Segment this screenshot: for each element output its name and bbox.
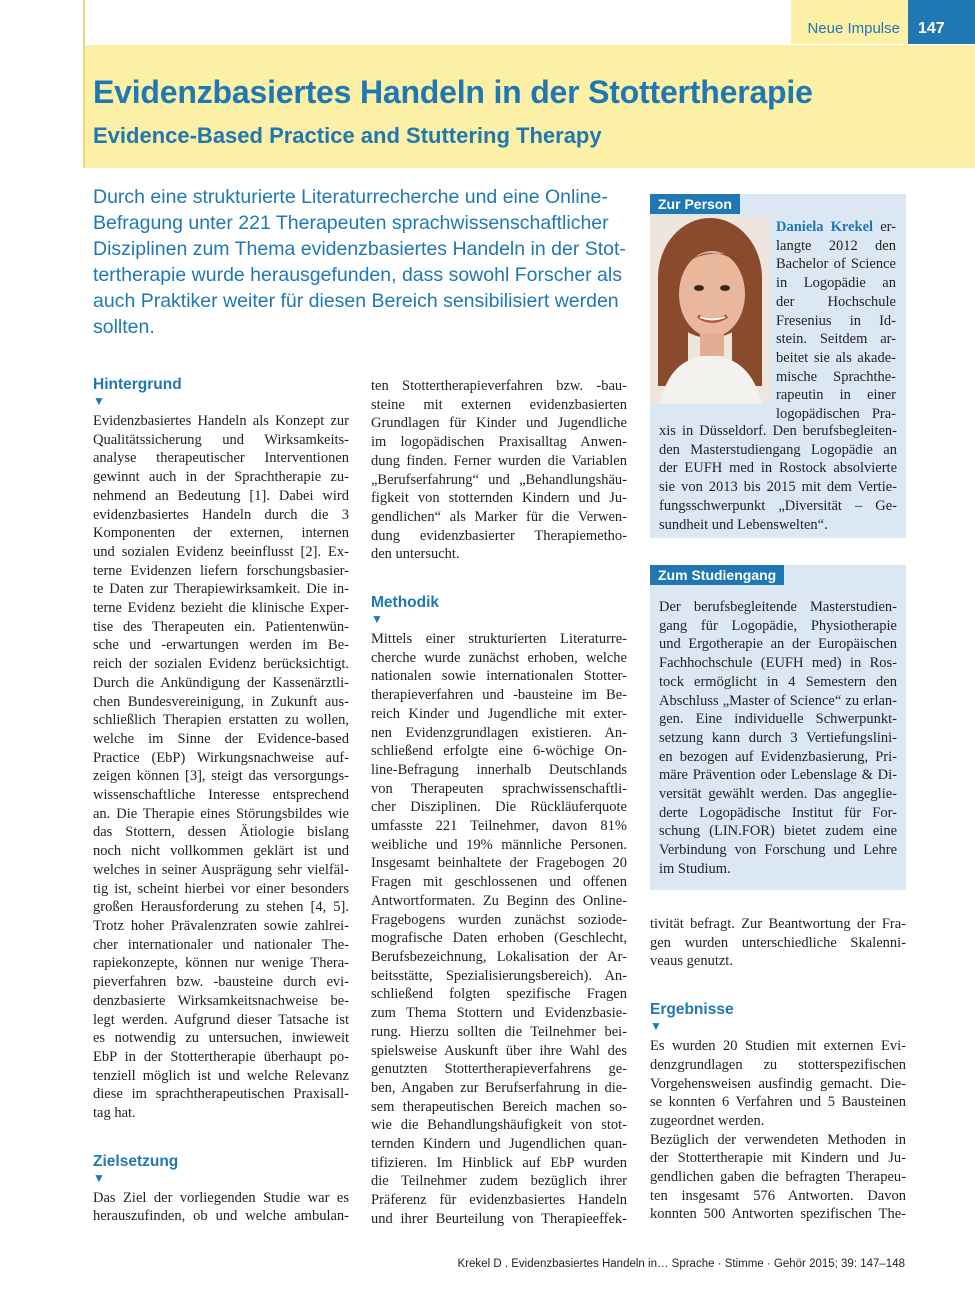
- author-photo: [650, 216, 770, 404]
- zur-person-text-bottom: [659, 422, 897, 534]
- text-line: beitet sie als akade-: [776, 349, 896, 366]
- text-line: cherche wurde zunächst erhoben, welche: [371, 649, 627, 666]
- text-line: se konnten 6 Verfahren und 5 Bausteinen: [650, 1094, 906, 1111]
- text-line: schließlich Therapien erstatten zu wollen,: [93, 712, 349, 729]
- text-line: es notwendig zu untersuchen, inwieweit: [93, 1030, 349, 1047]
- text-line: konnten 500 Antworten spezifischen The-: [650, 1206, 906, 1223]
- text-line: versität gewählt werden. Das angeglie-: [659, 786, 897, 803]
- text-line: pieverfahren bzw. -bausteine durch evi-: [93, 974, 349, 991]
- abstract-line: auch Praktiker weiter für diesen Bereich sensibilisiert werden: [93, 290, 619, 312]
- text-line: terne Evidenzen liefern forschungsbasier-: [93, 562, 349, 579]
- text-line: zugeordnet werden.: [650, 1112, 765, 1129]
- text-line: umfasste 221 Teilnehmer, davon 81%: [371, 818, 627, 835]
- heading-methodik: Methodik: [371, 594, 440, 612]
- text-line: denzbasierte Wirksamkeitsnachweise be-: [93, 992, 349, 1009]
- author-name: Daniela Krekel: [776, 219, 874, 235]
- zum-studiengang-tag: Zum Studiengang: [650, 565, 784, 585]
- text-line: sem therapeutischen Bereich machen so-: [371, 1098, 627, 1115]
- text-line: reich der sozialen Evidenz berücksichtigt.: [93, 656, 349, 673]
- zielsetzung-text-continued: [371, 377, 627, 564]
- text-line: schließend folgten spezifische Fragen: [371, 986, 627, 1003]
- text-line: Antwortformaten. Zu Beginn des Online-: [371, 892, 627, 909]
- text-line: tise des Therapeuten ein. Patientenwün-: [93, 618, 349, 635]
- portrait-image: [650, 216, 770, 404]
- text-line: Es wurden 20 Studien mit externen Evi-: [650, 1038, 906, 1055]
- section-marker-icon: ▼: [93, 1170, 105, 1185]
- abstract-line: Befragung unter 221 Therapeuten sprachwissenschaftlicher: [93, 212, 609, 234]
- text-line: großen Herausforderung zu stehen [4, 5].: [93, 899, 349, 916]
- zur-person-box: [650, 194, 906, 538]
- text-line: märe Prävention oder Lebenslage & Di-: [659, 767, 897, 784]
- text-line: gen. Eine individuelle Schwerpunkt-: [659, 711, 897, 728]
- text-line: weibliche und 19% männliche Personen.: [371, 836, 627, 853]
- text-line: therapieverfahren und -bausteine im Be-: [371, 687, 627, 704]
- section-marker-icon: ▼: [371, 612, 383, 627]
- text-line: gendlichen“ als Marker für die Verwen-: [371, 508, 627, 525]
- section-label: Neue Impulse: [791, 0, 908, 44]
- methodik-text-continued: [650, 915, 906, 971]
- text-line: Abschluss „Master of Science“ zu erlan-: [659, 692, 897, 709]
- zielsetzung-text: [93, 1189, 349, 1226]
- text-line: cher internationaler und nationaler The-: [93, 936, 349, 953]
- zur-person-tag: Zur Person: [650, 194, 740, 214]
- text-line: und ihrer Beurteilung von Therapieeffek-: [371, 1210, 627, 1227]
- text-line: legt werden. Aufgrund dieser Tatsache ist: [93, 1011, 349, 1028]
- text-line: schließend erfolgte eine 6-wöchige On-: [371, 743, 627, 760]
- text-line: terne Evidenz bezieht die klinische Exper-: [93, 600, 349, 617]
- column-1: [93, 376, 349, 1226]
- text-line: nationalen sowie internationalen Stotter-: [371, 668, 627, 685]
- text-line: en bezogen auf Evidenzbasierung, Pri-: [659, 748, 897, 765]
- text-line: herauszufinden, ob und welche ambulan-: [93, 1208, 349, 1225]
- text-line: Evidenzbasiertes Handeln als Konzept zur: [93, 413, 349, 429]
- text-line: Trotz hoher Prävalenzraten sowie zahlrei-: [93, 917, 349, 934]
- text-line: stein. Seitdem ar-: [776, 331, 896, 348]
- text-line: Vorgehensweisen ausfindig gemacht. Die-: [650, 1075, 906, 1092]
- text-line: Verbindung von Forschung und Lehre: [659, 842, 897, 859]
- text-line: sche und -erwartungen werden im Be-: [93, 637, 349, 654]
- text-line: die Teilnehmer zudem bezüglich ihrer: [371, 1173, 627, 1190]
- text-line: Insgesamt beinhaltete der Fragebogen 20: [371, 855, 627, 872]
- text-line: und Ergotherapie an der Europäischen: [659, 636, 897, 653]
- text-line: Fresenius in Id-: [776, 312, 896, 329]
- text-line: denzgrundlagen zu stotterspezifischen: [650, 1056, 906, 1073]
- text-line: sundheit und Lebenswelten“.: [659, 516, 828, 533]
- text-line: chen Bundesvereinigung, in Zukunft aus-: [93, 693, 349, 710]
- text-line: der Hochschule: [776, 293, 896, 310]
- text-line: Präferenz für evidenzbasiertes Handeln: [371, 1192, 627, 1209]
- text-line: veaus genutzt.: [650, 953, 733, 970]
- text-line: gen wurden unterschiedliche Skalenni-: [650, 934, 906, 951]
- text-line: noch nicht vollkommen geklärt ist und: [93, 843, 349, 860]
- text-line: tenziell möglich ist und welche Relevanz: [93, 1067, 349, 1084]
- text-line: tifizieren. Im Hinblick auf EbP wurden: [371, 1154, 627, 1171]
- text-line: an. Die Therapie eines Störungsbildes wie: [93, 805, 349, 822]
- abstract-line: Durch eine strukturierte Literaturrecherche und eine Online-: [93, 186, 608, 208]
- text-line: schung (LIN.FOR) bietet zudem eine: [659, 823, 897, 840]
- text-line: und sozialen Evidenz beeinflusst [2]. Ex-: [93, 543, 349, 560]
- text-line: beitsstätte, Spezialisierungsbereich). An-: [371, 967, 627, 984]
- text-line: mische Sprachthe-: [776, 368, 896, 385]
- text-line: Fachhochschule (EUFH med) in Ros-: [659, 655, 897, 672]
- text-line: wissenschaftliche Interesse entsprechend: [93, 787, 349, 804]
- text-line: gang für Logopädie, Physiotherapie: [659, 617, 897, 634]
- text-line: welche im Sinne der Evidence-based: [93, 730, 349, 747]
- text-line: diese im sprachtherapeutischen Praxisall-: [93, 1086, 349, 1103]
- text-line: im logopädischen Praxisalltag Anwen-: [371, 434, 627, 451]
- text-line: EbP in der Stottertherapie überhaupt po-: [93, 1048, 349, 1065]
- text-line: Fragebogens wurden zunächst soziode-: [371, 911, 627, 928]
- text-line: zeigen können [3], steigt das versorgungs-: [93, 768, 349, 785]
- footer-citation: Krekel D . Evidenzbasiertes Handeln in… Sprache · Stimme · Gehör 2015; 39: 147–148: [457, 1258, 905, 1270]
- text-line: Fragen mit geschlossenen und offenen: [371, 874, 627, 891]
- text-line: welches in seiner Ausprägung sehr vielfäl-: [93, 861, 349, 878]
- text-line: von Therapeuten sprachwissenschaftli-: [371, 780, 627, 797]
- text-line: ben, Angaben zur Berufserfahrung in die-: [371, 1079, 627, 1096]
- zum-studiengang-text: [659, 598, 897, 879]
- abstract-line: tertherapie wurde herausgefunden, dass sowohl Forscher als: [93, 264, 622, 286]
- text-line: Bezüglich der verwendeten Methoden in: [650, 1131, 906, 1148]
- methodik-text: [371, 630, 627, 1229]
- column-2: [371, 377, 627, 1229]
- text-line: steine mit externen evidenzbasierten: [371, 396, 627, 413]
- text-line: analyse therapeutischer Interventionen: [93, 450, 349, 467]
- text-line: rapeutin in einer: [776, 387, 896, 404]
- text-line: Bachelor of Science: [776, 256, 896, 273]
- header-top-strip: [85, 0, 975, 45]
- text-line: nen Evidenzgrundlagen existieren. An-: [371, 724, 627, 741]
- text-line: cher Disziplinen. Die Rückläuferquote: [371, 799, 627, 816]
- text-line: dung evidenzbasierter Therapiemetho-: [371, 527, 627, 544]
- text-line: langte 2012 den: [776, 237, 896, 254]
- text-line: Grundlagen für Kinder und Jugendliche: [371, 415, 627, 432]
- text-line: in Logopädie an: [776, 275, 896, 292]
- text-line: Komponenten der externen, internen: [93, 525, 349, 542]
- abstract: [93, 184, 626, 340]
- zum-studiengang-box: [650, 565, 906, 890]
- text-line: rapiekonzepte, können nur wenige Thera-: [93, 955, 349, 972]
- text-line: ten insgesamt 576 Antworten. Davon: [650, 1187, 906, 1204]
- text-line: der Stottertherapie mit Kindern und Ju-: [650, 1150, 906, 1167]
- abstract-line: Disziplinen zum Thema evidenzbasiertes Handeln in der Stot-: [93, 238, 626, 260]
- text-line: „Berufserfahrung“ und „Behandlungshäu-: [371, 471, 627, 488]
- text-line: Berufsbezeichnung, Lokalisation der Ar-: [371, 948, 627, 965]
- text-line: Das Ziel der vorliegenden Studie war es: [93, 1189, 349, 1206]
- heading-hintergrund: Hintergrund: [93, 376, 182, 393]
- text-line: spielsweise Auskunft über ihre Wahl des: [371, 1042, 627, 1059]
- text-line: im Studium.: [659, 860, 731, 877]
- text-line: Der berufsbegleitende Masterstudien-: [659, 599, 897, 615]
- text-line: tig ist, scheint hierbei vor einer besonders: [93, 880, 349, 897]
- text-line: Durch die Ankündigung der Kassenärztli-: [93, 674, 349, 691]
- article-title: Evidenzbasiertes Handeln in der Stottertherapie: [93, 74, 813, 110]
- text-line: den untersucht.: [371, 546, 460, 563]
- article-subtitle: Evidence-Based Practice and Stuttering Therapy: [93, 123, 602, 148]
- text-line: tock ermöglicht in 4 Semestern den: [659, 673, 897, 690]
- hintergrund-text: [93, 412, 349, 1123]
- text-line: der EUFH med in Rostock absolvierte: [659, 460, 897, 477]
- heading-zielsetzung: Zielsetzung: [93, 1152, 179, 1170]
- text-line: figkeit von stotternden Kindern und Ju-: [371, 490, 627, 507]
- ergebnisse-text: [650, 1037, 906, 1224]
- text-line: wie die Behandlungshäufigkeit von stot-: [371, 1117, 627, 1134]
- text-line: setzung kann durch 3 Vertiefungslini-: [659, 729, 897, 746]
- text-line: nehmend an Bedeutung [1]. Dabei wird: [93, 487, 349, 504]
- abstract-line: sollten.: [93, 316, 155, 338]
- text-line: den Masterstudiengang Logopädie an: [659, 441, 897, 458]
- text-line: ten Stottertherapieverfahren bzw. -bau-: [371, 378, 627, 394]
- text-line: tag hat.: [93, 1105, 136, 1122]
- section-marker-icon: ▼: [650, 1019, 662, 1034]
- column-3: [650, 915, 906, 1224]
- text-line: evidenzbasiertes Handeln durch die 3: [93, 506, 349, 523]
- text-line: gendlichen gaben die befragten Therapeu-: [650, 1169, 906, 1186]
- text-line: tivität befragt. Zur Beantwortung der Fra-: [650, 916, 906, 932]
- text-line: derte Logopädische Institut für For-: [659, 804, 897, 821]
- zur-person-text-right: [776, 218, 896, 424]
- text-line: rung. Hierzu sollten die Teilnehmer bei-: [371, 1023, 627, 1040]
- text-line: te Daten zur Therapiewirksamkeit. Die in-: [93, 581, 349, 598]
- section-marker-icon: ▼: [93, 394, 105, 408]
- text-line: Practice (EbP) Wirkungsnachweise auf-: [93, 749, 349, 766]
- text-line: Qualitätssicherung und Wirksamkeits-: [93, 431, 349, 448]
- text-line: zum Thema Stottern und Evidenzbasie-: [371, 1005, 627, 1022]
- text-line: xis in Düsseldorf. Den berufsbegleiten-: [659, 423, 897, 439]
- text-line: genutzten Stottertherapieverfahrens ge-: [371, 1061, 627, 1078]
- text-line: logopädischen Pra-: [776, 406, 896, 423]
- text-line: dung finden. Ferner wurden die Variablen: [371, 452, 627, 469]
- text-line: sie von 2013 bis 2015 mit dem Vertie-: [659, 479, 897, 496]
- text-line: ternden Kindern und Jugendlichen quan-: [371, 1136, 627, 1153]
- text-line: line-Befragung innerhalb Deutschlands: [371, 761, 627, 778]
- text-line: gewinnt auch in der Sprachtherapie zu-: [93, 469, 349, 486]
- text-line: fungsschwerpunkt „Diversität – Ge-: [659, 497, 897, 514]
- text-line: Mittels einer strukturierten Literaturre-: [371, 631, 627, 648]
- text-line: das Stottern, dessen Ätiologie bislang: [93, 824, 349, 841]
- text-line: mografische Daten erhoben (Geschlecht,: [371, 930, 627, 947]
- heading-ergebnisse: Ergebnisse: [650, 1001, 734, 1019]
- zur-person-line: Daniela Krekel er-: [776, 219, 896, 235]
- text-line: reich Kinder und Jugendliche mit exter-: [371, 705, 627, 722]
- page-number: 147: [908, 0, 975, 44]
